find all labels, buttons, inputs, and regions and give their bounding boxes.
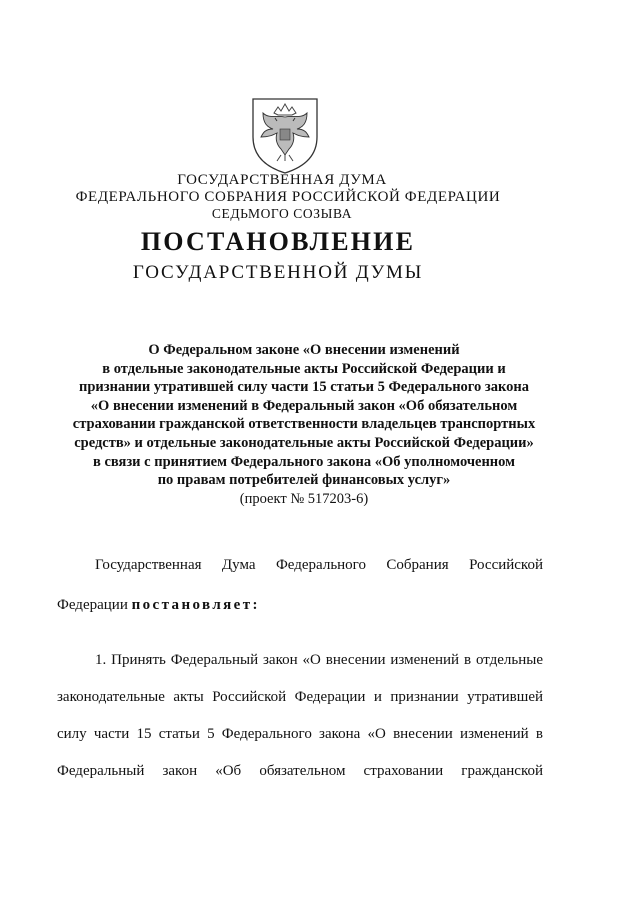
resolves-keyword: постановляет:: [131, 597, 260, 613]
document-title: ПОСТАНОВЛЕНИЕ: [140, 227, 416, 256]
project-number: (проект № 517203-6): [239, 490, 369, 507]
header-line-assembly: ФЕДЕРАЛЬНОГО СОБРАНИЯ РОССИЙСКОЙ ФЕДЕРАЦИИ: [75, 189, 501, 205]
paragraph-1-line-1: Государственная Дума Федерального Собрания Российской: [95, 557, 543, 573]
subject-line: по правам потребителей финансовых услуг»: [157, 472, 451, 489]
subject-line: в отдельные законодательные акты Российской Федерации и: [102, 360, 506, 377]
subject-line: страховании гражданской ответственности владельцев транспортных: [72, 416, 536, 433]
subject-line: О Федеральном законе «О внесении изменений: [148, 342, 460, 358]
header-line-duma: ГОСУДАРСТВЕННАЯ ДУМА: [177, 172, 387, 188]
subject-line: средств» и отдельные законодательные акты Российской Федерации»: [74, 434, 534, 451]
paragraph-1-line-2: [57, 597, 505, 614]
document-subject: [44, 341, 564, 508]
paragraph-2-line-3: силу части 15 статьи 5 Федерального закона «О внесении изменений в: [57, 726, 543, 742]
subject-line: в связи с принятием Федерального закона «Об уполномоченном: [92, 453, 516, 470]
russian-coat-of-arms-icon: [247, 93, 323, 175]
paragraph-2-line-1: 1. Принять Федеральный закон «О внесении изменений в отдельные: [95, 652, 543, 668]
paragraph-1-start: Федерации: [57, 597, 132, 613]
subject-line: «О внесении изменений в Федеральный закон «Об обязательном: [90, 397, 518, 414]
paragraph-2-line-2: законодательные акты Российской Федерации и признании утратившей: [57, 689, 543, 705]
subject-line: признании утратившей силу части 15 статьи 5 Федерального закона: [78, 379, 529, 396]
document-subtitle: ГОСУДАРСТВЕННОЙ ДУМЫ: [132, 262, 424, 283]
header-line-convocation: СЕДЬМОГО СОЗЫВА: [211, 206, 353, 221]
paragraph-2-line-4: Федеральный закон «Об обязательном страховании гражданской: [57, 763, 543, 779]
